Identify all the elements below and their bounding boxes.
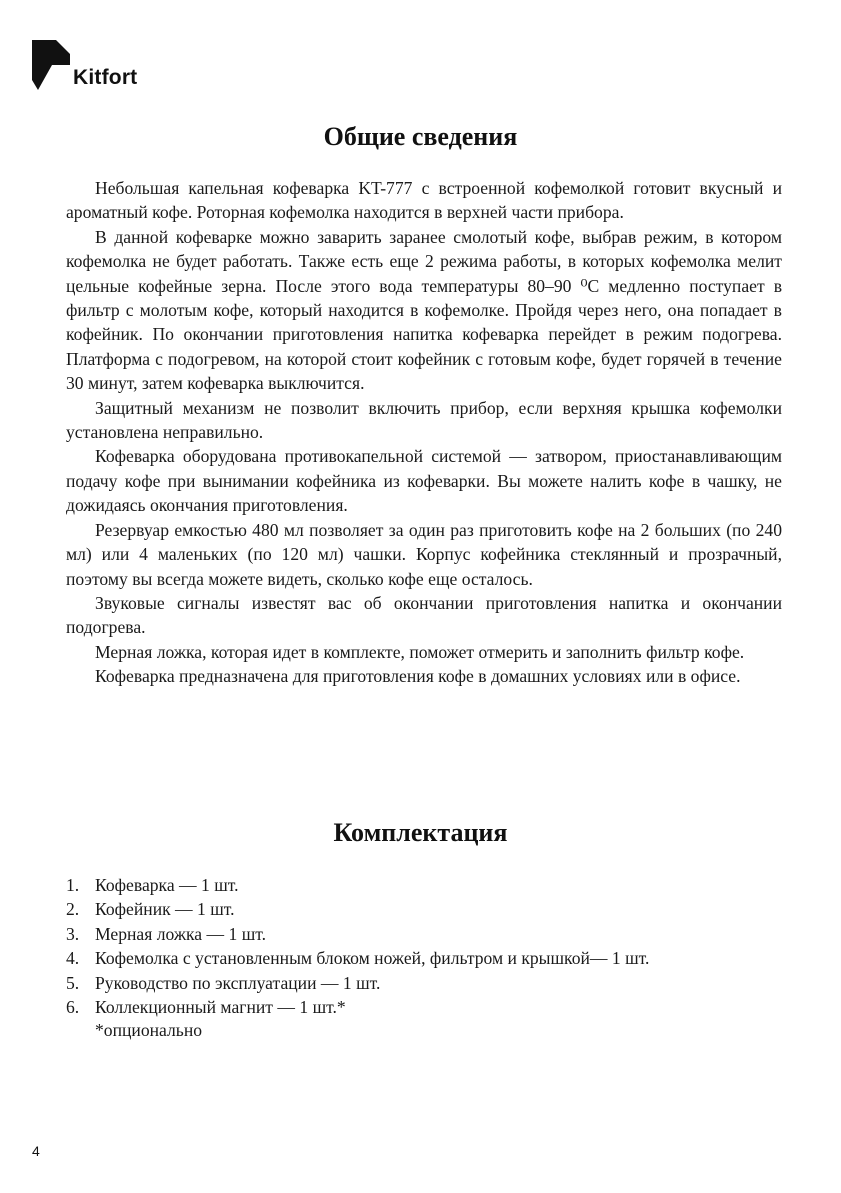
kitfort-logo-icon bbox=[32, 40, 70, 90]
list-item bbox=[66, 995, 782, 1019]
list-item-number: 1. bbox=[66, 875, 80, 895]
list-item-number: 6. bbox=[66, 997, 80, 1018]
list-item bbox=[66, 971, 782, 995]
paragraph: Защитный механизм не позволит включить прибор, если верхняя крышка кофемолки установлена неправильно. bbox=[66, 397, 782, 443]
logo-text: Kitfort bbox=[73, 66, 138, 89]
list-item-text: Кофейник — 1 шт. bbox=[95, 899, 235, 920]
paragraph: Кофеварка оборудована противокапельной системой — затвором, приостанавливающим подачу кофе при вынимании кофейника из кофеварки. Вы можете налить кофе в чашку, не дожидаясь окончания приготовления. bbox=[66, 446, 782, 516]
list-item-text: Руководство по эксплуатации — 1 шт. bbox=[95, 972, 381, 993]
brand-logo bbox=[32, 40, 137, 90]
list-item-number: 5. bbox=[66, 972, 80, 993]
footnote: *опционально bbox=[95, 1020, 203, 1040]
paragraph: Кофеварка предназначена для приготовления кофе в домашних условиях или в офисе. bbox=[95, 666, 741, 687]
list-item-number: 3. bbox=[66, 923, 80, 944]
paragraph: Резервуар емкостью 480 мл позволяет за один раз приготовить кофе на 2 больших (по 240 мл) или 4 маленьких (по 120 мл) чашки. Корпус кофейника стеклянный и прозрачный, поэтому вы всегда можете видеть, сколько кофе еще осталось. bbox=[66, 519, 782, 589]
list-item-number: 2. bbox=[66, 899, 80, 920]
list-item-text: Кофеварка — 1 шт. bbox=[95, 875, 239, 895]
list-item-number: 4. bbox=[66, 948, 80, 969]
general-body bbox=[66, 176, 782, 689]
list-item bbox=[66, 946, 782, 970]
section-title-kit: Комплектация bbox=[333, 818, 508, 847]
paragraph: Мерная ложка, которая идет в комплекте, поможет отмерить и заполнить фильтр кофе. bbox=[95, 641, 745, 662]
section-title-general: Общие сведения bbox=[323, 122, 518, 151]
list-item bbox=[66, 922, 782, 946]
paragraph: Звуковые сигналы известят вас об окончании приготовления напитка и окончании подогрева. bbox=[66, 592, 782, 638]
list-item-text: Коллекционный магнит — 1 шт.* bbox=[95, 997, 346, 1018]
list-item bbox=[66, 873, 782, 897]
list-item bbox=[66, 897, 782, 921]
list-item-text: Кофемолка с установленным блоком ножей, фильтром и крышкой— 1 шт. bbox=[95, 948, 650, 969]
paragraph: В данной кофеварке можно заварить заранее смолотый кофе, выбрав режим, в котором кофемолка не будет работать. Также есть еще 2 режима работы, в которых кофемолка мелит цельные кофейные зерна. После этого вода температуры 80–90 ⁰С медленно поступает в фильтр с молотым кофе, который находится в кофемолке. Пройдя через него, она попадает в кофейник. По окончании приготовления напитка кофеварка перейдет в режим подогрева. Платформа с подогревом, на которой стоит кофейник с готовым кофе, будет горячей в течение 30 минут, затем кофеварка выключится. bbox=[66, 226, 782, 394]
paragraph: Небольшая капельная кофеварка KT-777 с встроенной кофемолкой готовит вкусный и ароматный кофе. Роторная кофемолка находится в верхней части прибора. bbox=[66, 178, 782, 223]
list-item-text: Мерная ложка — 1 шт. bbox=[95, 923, 267, 944]
kit-list bbox=[66, 873, 782, 1019]
page-number: 4 bbox=[32, 1143, 40, 1159]
